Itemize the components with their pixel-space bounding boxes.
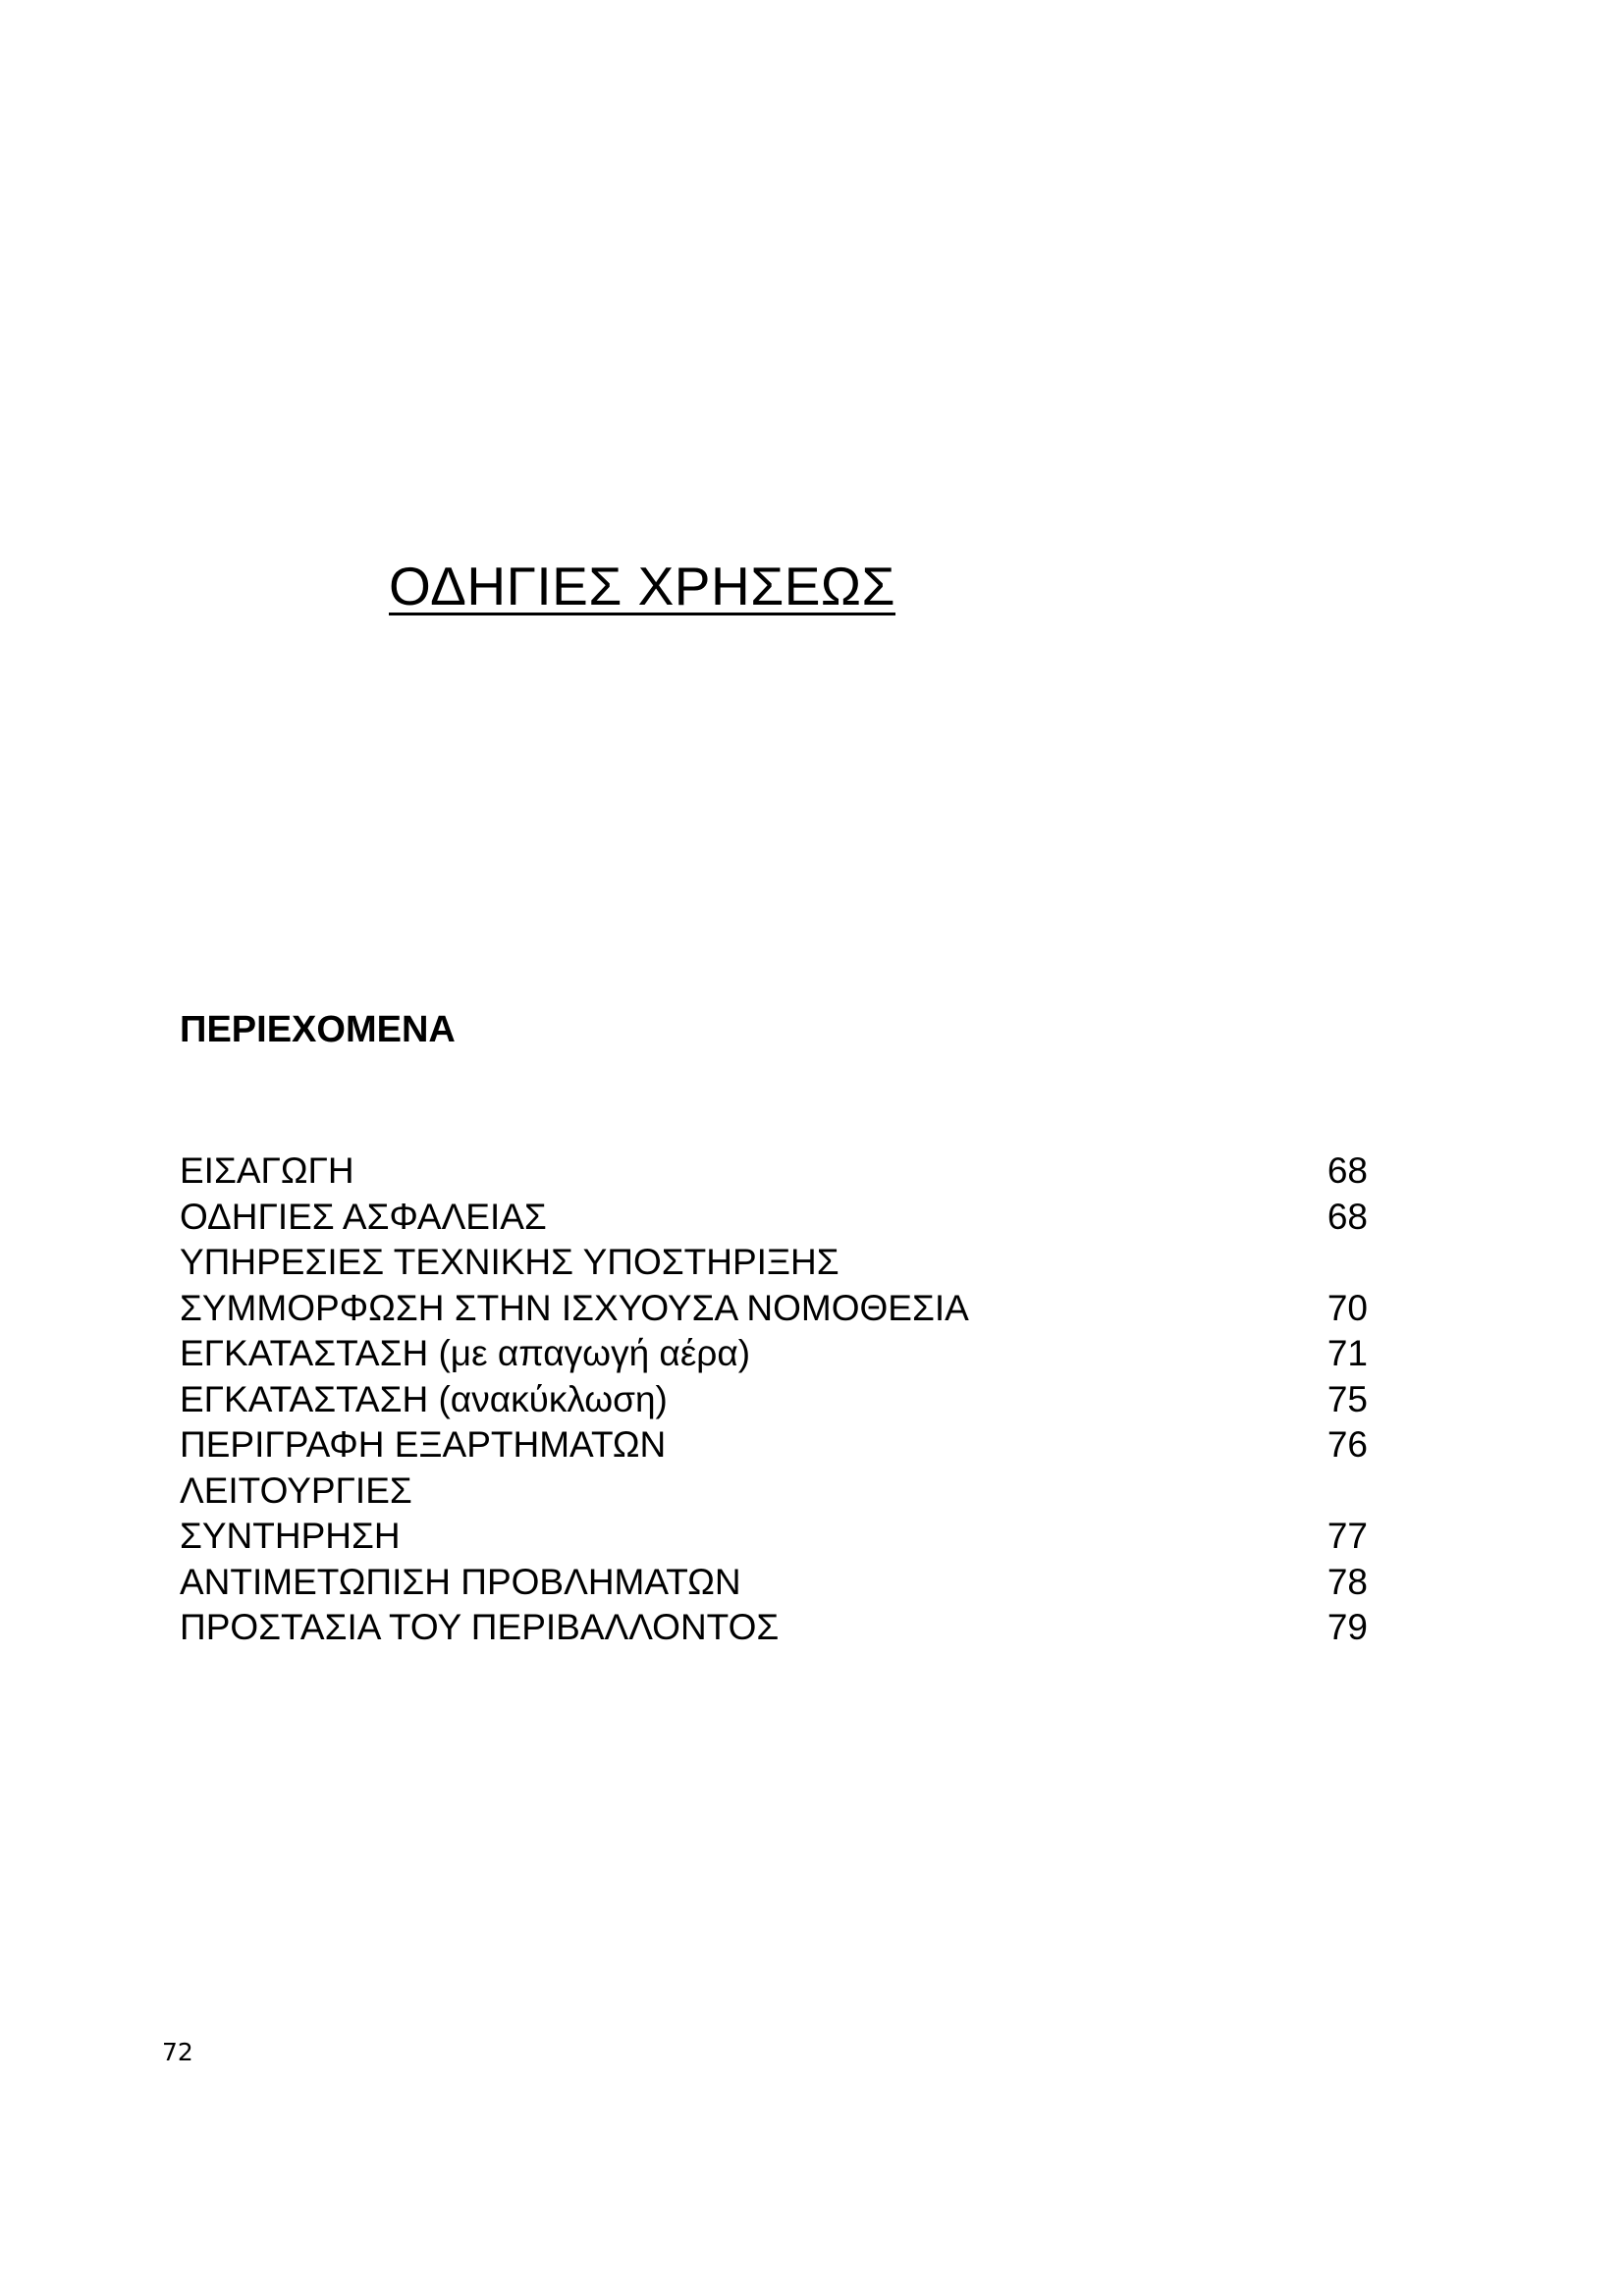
toc-entry xyxy=(180,1195,1368,1241)
toc-entry-page: 68 xyxy=(1326,1150,1368,1191)
toc-entry xyxy=(180,1468,1368,1515)
toc-entry xyxy=(180,1422,1368,1468)
toc-entry-label: ΠΡΟΣΤΑΣΙΑ ΤΟΥ ΠΕΡΙΒΑΛΛΟΝΤΟΣ xyxy=(180,1607,780,1647)
toc-entry xyxy=(180,1377,1368,1423)
toc-entry-label: ΥΠΗΡΕΣΙΕΣ ΤΕΧΝΙΚΗΣ ΥΠΟΣΤΗΡΙΞΗΣ xyxy=(180,1242,839,1282)
page-number: 72 xyxy=(162,2038,193,2066)
toc-entry-label: ΕΓΚΑΤΑΣΤΑΣΗ (ανακύκλωση) xyxy=(180,1378,668,1419)
toc-entry-label: ΛΕΙΤΟΥΡΓΙΕΣ xyxy=(180,1469,412,1511)
toc-entry xyxy=(180,1605,1368,1651)
toc-entry-page: 68 xyxy=(1326,1196,1368,1237)
toc-entry-page: 79 xyxy=(1326,1607,1368,1647)
toc-entry xyxy=(180,1331,1368,1377)
toc-entry xyxy=(180,1560,1368,1606)
toc-entry-label: ΠΕΡΙΓΡΑΦΗ ΕΞΑΡΤΗΜΑΤΩΝ xyxy=(180,1424,667,1465)
toc-entry xyxy=(180,1148,1368,1195)
toc-entry-page: 76 xyxy=(1326,1424,1368,1465)
toc-entry-page: 70 xyxy=(1326,1287,1368,1328)
toc-entry-label: ΑΝΤΙΜΕΤΩΠΙΣΗ ΠΡΟΒΛΗΜΑΤΩΝ xyxy=(180,1561,741,1602)
toc-entry-label: ΣΥΝΤΗΡΗΣΗ xyxy=(180,1516,401,1556)
document-title: ΟΔΗΓΙΕΣ ΧΡΗΣΕΩΣ xyxy=(389,556,896,616)
toc-entry-label: ΕΓΚΑΤΑΣΤΑΣΗ (με απαγωγή αέρα) xyxy=(180,1333,751,1373)
toc-entry xyxy=(180,1240,1368,1286)
toc-entry-page: 71 xyxy=(1326,1333,1368,1373)
toc-entry-label: ΕΙΣΑΓΩΓΗ xyxy=(180,1150,354,1191)
toc-heading: ΠΕΡΙΕΧΟΜΕΝΑ xyxy=(180,1009,456,1050)
toc-entry-label: ΣΥΜΜΟΡΦΩΣΗ ΣΤΗΝ ΙΣΧΥΟΥΣΑ ΝΟΜΟΘΕΣΙΑ xyxy=(180,1287,969,1328)
toc-entry-page: 77 xyxy=(1326,1516,1368,1556)
table-of-contents xyxy=(180,1148,1368,1651)
toc-entry-label: ΟΔΗΓΙΕΣ ΑΣΦΑΛΕΙΑΣ xyxy=(180,1196,547,1237)
toc-entry-page: 75 xyxy=(1326,1378,1368,1419)
toc-entry xyxy=(180,1286,1368,1332)
toc-entry-page: 78 xyxy=(1326,1561,1368,1602)
toc-entry xyxy=(180,1514,1368,1560)
